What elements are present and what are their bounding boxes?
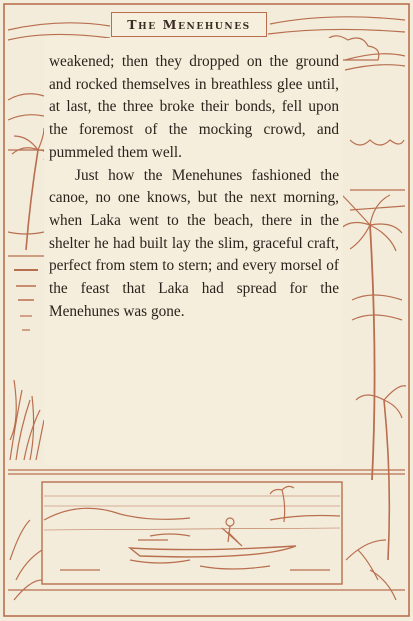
running-title-plate (111, 12, 267, 37)
running-title: The Menehunes (127, 17, 251, 32)
paragraph-1: weakened; then they dropped on the ground and rocked themselves in breathless glee until, at last, the three broke their bonds, fell upon the foremost of the mocking crowd, and pummeled them well. (49, 53, 339, 161)
paragraph-2: Just how the Menehunes fashioned the canoe, no one knows, but the next morning, when Laka went to the beach, there in the shelter he had built lay the slim, graceful craft, perfect from stem to stern; and every morsel of the feast that Laka had spread for the Menehunes was gone. (49, 166, 339, 320)
body-text (49, 51, 339, 323)
